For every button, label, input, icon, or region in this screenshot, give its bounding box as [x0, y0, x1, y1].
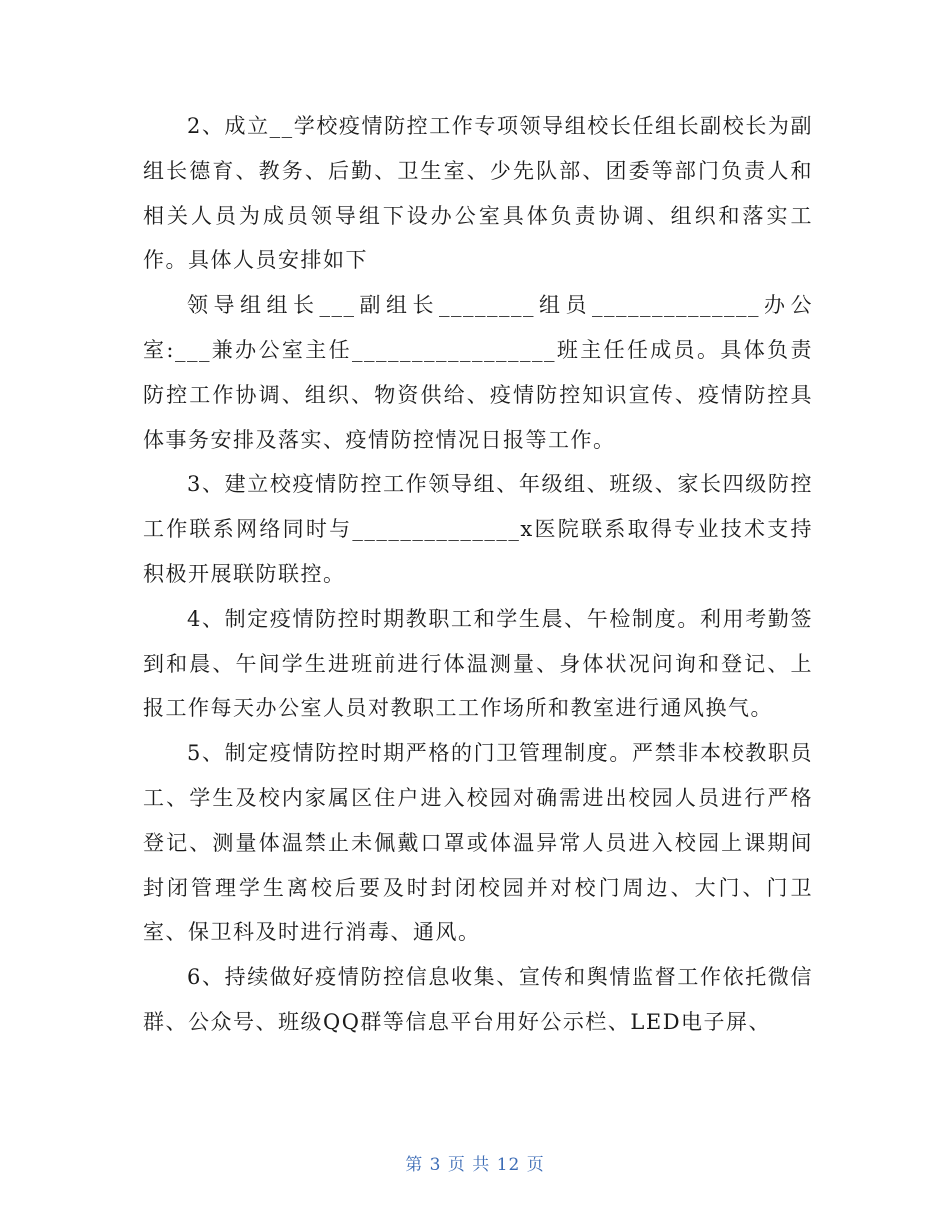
- paragraph-health-check: 4、制定疫情防控时期教职工和学生晨、午检制度。利用考勤签到和晨、午间学生进班前进行体温测量、身体状况问询和登记、上报工作每天办公室人员对教职工工作场所和教室进行通风换气。: [143, 606, 813, 721]
- paragraph-staff-roster: 领导组组长___副组长________组员______________办公室:___兼办公室主任_________________班主任任成员。具体负责防控工作协调、组织、物资供给、疫情防控知识宣传、疫情防控具体事务安排及落实、疫情防控情况日报等工作。: [143, 293, 813, 452]
- page-number-footer: 第 3 页 共 12 页: [405, 1155, 545, 1175]
- document-body: [143, 104, 813, 1045]
- paragraph-gate-management: 5、制定疫情防控时期严格的门卫管理制度。严禁非本校教职员工、学生及校内家属区住户进入校园对确需进出校园人员进行严格登记、测量体温禁止未佩戴口罩或体温异常人员进入校园上课期间封闭管理学生离校后要及时封闭校园并对校门周边、大门、门卫室、保卫科及时进行消毒、通风。: [143, 741, 813, 945]
- paragraph-information-collection: 6、持续做好疫情防控信息收集、宣传和舆情监督工作依托微信群、公众号、班级QQ群等信息平台用好公示栏、LED电子屏、: [143, 965, 813, 1034]
- paragraph-contact-network: 3、建立校疫情防控工作领导组、年级组、班级、家长四级防控工作联系网络同时与______________x医院联系取得专业技术支持积极开展联防联控。: [143, 472, 813, 586]
- paragraph-leadership-group: 2、成立__学校疫情防控工作专项领导组校长任组长副校长为副组长德育、教务、后勤、卫生室、少先队部、团委等部门负责人和相关人员为成员领导组下设办公室具体负责协调、组织和落实工作。具体人员安排如下: [143, 114, 813, 273]
